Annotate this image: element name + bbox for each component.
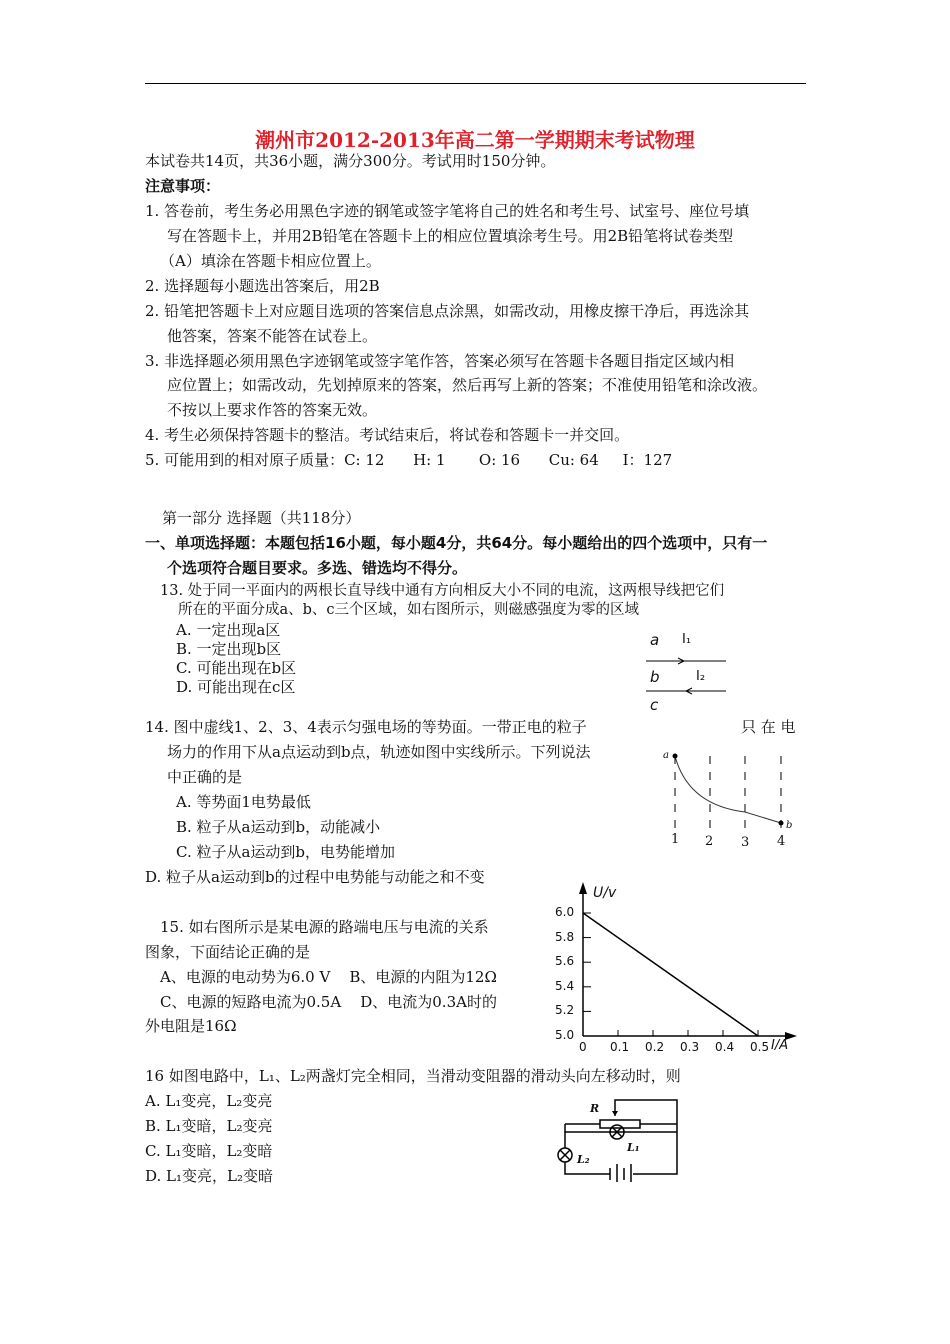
q13-stem: 13. 处于同一平面内的两根长直导线中通有方向相反大小不同的电流，这两根导线把它们 [160,583,725,599]
surface-label: 2 [705,834,714,849]
notice-line: 他答案，答案不能答在试卷上。 [167,327,378,345]
q14-option: C. 粒子从a运动到b，电势能增加 [176,843,396,861]
q16-option: A. L₁变亮，L₂变亮 [145,1092,273,1110]
surface-label: 4 [777,834,786,849]
q13-option: A. 一定出现a区 [176,621,281,639]
q15-stem: 图象，下面结论正确的是 [145,943,311,961]
y-tick-label: 5.8 [555,929,575,944]
page-title: 潮州市2012-2013年高二第一学期期末考试物理 [255,128,695,152]
x-tick-label: 0.4 [715,1040,735,1054]
current-i2-label: I₂ [696,669,706,684]
q16-stem: 16 如图电路中，L₁、L₂两盏灯完全相同，当滑动变阻器的滑动头向左移动时，则 [145,1067,681,1085]
y-tick-label: 5.2 [555,1003,575,1018]
q14-stem: 场力的作用下从a点运动到b点，轨迹如图中实线所示。下列说法 [167,743,591,761]
wires [640,628,740,718]
q14-option: A. 等势面1电势最低 [176,793,311,811]
q14-option: D. 粒子从a运动到b的过程中电势能与动能之和不变 [145,868,485,886]
q16-option: D. L₁变亮，L₂变暗 [145,1167,273,1185]
x-tick-label: 0.3 [680,1040,700,1054]
q13-option: B. 一定出现b区 [176,640,282,658]
section-heading: 一、单项选择题：本题包括16小题，每小题4分，共64分。每小题给出的四个选项中，只有一 [145,534,768,552]
circuit [545,1092,685,1182]
series-line [583,913,758,1036]
y-axis-label: U/v [593,885,617,901]
q14-stem: 只 在 电 [741,718,796,736]
q16-circuit-figure [545,1092,685,1182]
region-a-label: a [650,631,660,649]
point-a-label: a [663,750,669,761]
header-rule [145,83,806,84]
y-axis-arrow [579,882,587,894]
q15-stem: 15. 如右图所示是某电源的路端电压与电流的关系 [160,918,489,936]
section-heading: 个选项符合题目要求。多选、错选均不得分。 [167,559,468,577]
y-tick-label: 5.4 [555,978,575,993]
part-heading: 第一部分 选择题（共118分） [162,509,361,527]
q14-equipotential-figure [660,750,800,850]
notice-line: 应位置上；如需改动，先划掉原来的答案，然后再写上新的答案；不准使用铅笔和涂改液。 [167,376,768,394]
resistor-r-label: R [590,1102,600,1115]
y-tick-label: 6.0 [555,905,575,919]
q13-option: D. 可能出现在c区 [176,678,296,696]
notice-line: 3. 非选择题必须用黑色字迹钢笔或签字笔作答，答案必须写在答题卡各题目指定区域内相 [145,352,735,370]
q15-option: A、电源的电动势为6.0 V B、电源的内阻为12Ω [160,968,497,986]
intro: 本试卷共14页，共36小题，满分300分。考试用时150分钟。 [145,152,556,170]
notice-line: 1. 答卷前，考生务必用黑色字迹的钢笔或签字笔将自己的姓名和考生号、试室号、座位号填 [145,202,750,220]
notice-line: 写在答题卡上，并用2B铅笔在答题卡上的相应位置填涂考生号。用2B铅笔将试卷类型 [167,227,734,245]
notice-line: （A）填涂在答题卡相应位置上。 [160,252,381,270]
q13-option: C. 可能出现在b区 [176,659,297,677]
q14-stem: 中正确的是 [167,768,243,786]
lamp-l2-label: L₂ [577,1153,590,1166]
q13-wire-figure [640,628,740,718]
x-tick-label: 0.2 [645,1040,665,1054]
region-b-label: b [650,668,660,686]
notice-line: 4. 考生必须保持答题卡的整洁。考试结束后，将试卷和答题卡一并交回。 [145,426,630,444]
notice-line: 5. 可能用到的相对原子质量：C: 12 H: 1 O: 16 Cu: 64 I：127 [145,451,673,469]
y-tick-label: 5.0 [555,1028,575,1042]
current-i1-label: I₁ [682,632,692,647]
surface-label: 3 [741,835,750,850]
x-axis-label: I/A [771,1038,789,1053]
lamp-l1-label: L₁ [627,1141,640,1154]
q14-stem: 14. 图中虚线1、2、3、4表示匀强电场的等势面。一带正电的粒子 [145,718,587,736]
y-tick-label: 5.6 [555,954,575,969]
q16-option: C. L₁变暗，L₂变暗 [145,1142,273,1160]
q15-option: 外电阻是16Ω [145,1017,237,1035]
notice-line: 2. 选择题每小题选出答案后，用2B [145,277,380,295]
ui-chart [545,880,805,1055]
notice-line: 不按以上要求作答的答案无效。 [167,401,378,419]
q13-stem: 所在的平面分成a、b、c三个区域，如右图所示，则磁感强度为零的区域 [178,602,640,618]
point-b-label: b [786,820,793,831]
surface-label: 1 [671,832,680,847]
q16-option: B. L₁变暗，L₂变亮 [145,1117,273,1135]
chart-svg [545,880,805,1055]
notice-heading: 注意事项： [145,177,221,195]
region-c-label: c [650,696,659,714]
x-tick-label: 0 [579,1040,587,1054]
q15-option: C、电源的短路电流为0.5A D、电流为0.3A时的 [160,993,497,1011]
q14-option: B. 粒子从a运动到b，动能减小 [176,818,381,836]
x-tick-label: 0.1 [610,1040,630,1054]
notice-line: 2. 铅笔把答题卡上对应题目选项的答案信息点涂黑，如需改动，用橡皮擦干净后，再选涂其 [145,302,750,320]
x-tick-label: 0.5 [750,1040,770,1054]
